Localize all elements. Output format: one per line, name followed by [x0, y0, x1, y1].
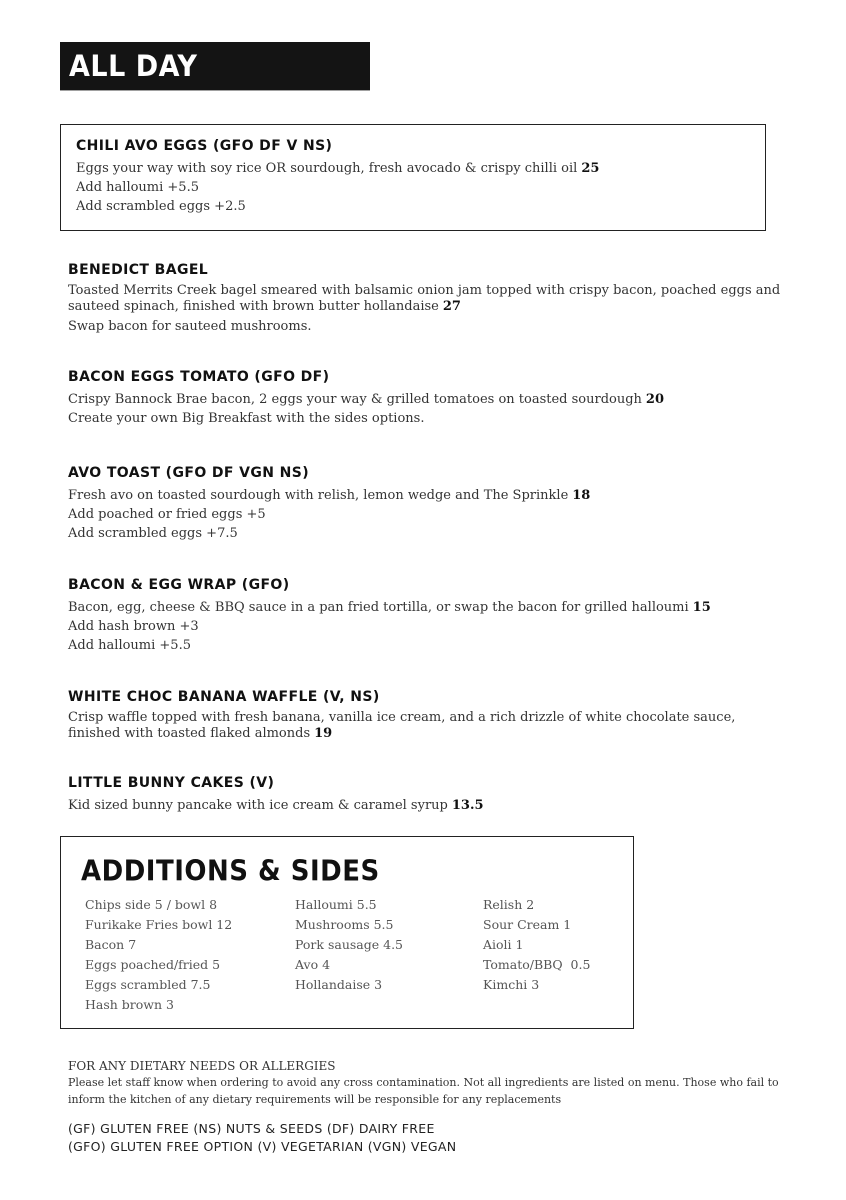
- item-name: BACON & EGG WRAP (GFO): [68, 577, 290, 593]
- side-item: Furikake Fries bowl 12: [85, 917, 233, 932]
- menu-item-benedict-bagel: [68, 262, 788, 336]
- item-description: Fresh avo on toasted sourdough with relish, lemon wedge and The Sprinkle 18: [68, 488, 591, 503]
- item-price: 18: [572, 488, 591, 503]
- item-extra: Add poached or fried eggs +5: [68, 507, 266, 522]
- item-price: 25: [581, 161, 600, 176]
- dietary-notice-body: Please let staff know when ordering to avoid any cross contamination. Not all ingredients are listed on menu. Those who fail to inform the kitchen of any dietary requirements will be responsible for any replacements: [68, 1076, 779, 1106]
- item-price: 13.5: [451, 798, 484, 813]
- legend-line-2: (GFO) GLUTEN FREE OPTION (V) VEGETARIAN (VGN) VEGAN: [68, 1139, 457, 1154]
- item-extra: Add halloumi +5.5: [76, 180, 199, 195]
- item-description: Bacon, egg, cheese & BBQ sauce in a pan fried tortilla, or swap the bacon for grilled halloumi 15: [68, 600, 711, 615]
- side-item: Chips side 5 / bowl 8: [85, 897, 218, 912]
- menu-item-white-choc-banana-waffle: [68, 689, 788, 742]
- item-description: Toasted Merrits Creek bagel smeared with balsamic onion jam topped with crispy bacon, poached eggs and sauteed spinach, finished with brown butter hollandaise 27: [68, 283, 781, 314]
- item-extra: Add scrambled eggs +7.5: [68, 526, 238, 541]
- side-item: Hash brown 3: [85, 997, 174, 1012]
- item-price: 19: [314, 726, 333, 741]
- menu-item-bacon-egg-wrap: [68, 577, 788, 655]
- item-name: BENEDICT BAGEL: [68, 262, 209, 278]
- sides-column-1: [85, 895, 232, 1015]
- side-item: Bacon 7: [85, 937, 137, 952]
- dietary-legend: [68, 1120, 818, 1156]
- sides-column-3: [483, 895, 590, 995]
- menu-item-little-bunny-cakes: [68, 775, 788, 815]
- dietary-notice: [68, 1058, 818, 1108]
- menu-item-bacon-eggs-tomato: [68, 369, 788, 428]
- side-item: Sour Cream 1: [483, 917, 572, 932]
- item-extra: Add hash brown +3: [68, 619, 199, 634]
- item-extra: Add halloumi +5.5: [68, 638, 191, 653]
- item-name: CHILI AVO EGGS (GFO DF V NS): [76, 138, 333, 154]
- item-extra: Swap bacon for sauteed mushrooms.: [68, 319, 312, 334]
- sides-column-2: [295, 895, 403, 995]
- dietary-notice-title: FOR ANY DIETARY NEEDS OR ALLERGIES: [68, 1059, 336, 1073]
- side-item: Avo 4: [295, 957, 331, 972]
- side-item: Eggs scrambled 7.5: [85, 977, 211, 992]
- item-description: Eggs your way with soy rice OR sourdough, fresh avocado & crispy chilli oil 25: [76, 161, 600, 176]
- item-name: WHITE CHOC BANANA WAFFLE (V, NS): [68, 689, 380, 705]
- item-price: 15: [692, 600, 711, 615]
- sides-title: ADDITIONS & SIDES: [81, 855, 380, 888]
- item-name: BACON EGGS TOMATO (GFO DF): [68, 369, 330, 385]
- item-price: 20: [645, 392, 665, 407]
- menu-item-chili-avo-eggs: [76, 138, 756, 216]
- item-description: Kid sized bunny pancake with ice cream & caramel syrup 13.5: [68, 798, 484, 813]
- side-item: Hollandaise 3: [295, 977, 383, 992]
- menu-item-avo-toast: [68, 465, 788, 543]
- item-extra: Create your own Big Breakfast with the sides options.: [68, 411, 425, 426]
- legend-line-1: (GF) GLUTEN FREE (NS) NUTS & SEEDS (DF) DAIRY FREE: [68, 1121, 435, 1136]
- additions-sides-box: [60, 836, 634, 1029]
- item-price: 27: [442, 299, 461, 314]
- side-item: Halloumi 5.5: [295, 897, 377, 912]
- side-item: Aioli 1: [483, 937, 524, 952]
- side-item: Pork sausage 4.5: [295, 937, 403, 952]
- side-item: Eggs poached/fried 5: [85, 957, 221, 972]
- item-description: Crispy Bannock Brae bacon, 2 eggs your way & grilled tomatoes on toasted sourdough 20: [68, 392, 665, 407]
- item-extra: Add scrambled eggs +2.5: [76, 199, 246, 214]
- item-name: AVO TOAST (GFO DF VGN NS): [68, 465, 310, 481]
- item-description: Crisp waffle topped with fresh banana, vanilla ice cream, and a rich drizzle of white chocolate sauce, finished with toasted flaked almonds 19: [68, 710, 736, 741]
- side-item: Mushrooms 5.5: [295, 917, 394, 932]
- page-title: ALL DAY BREAKFAST: [60, 42, 370, 90]
- side-item: Relish 2: [483, 897, 535, 912]
- side-item: Kimchi 3: [483, 977, 540, 992]
- item-name: LITTLE BUNNY CAKES (V): [68, 775, 275, 791]
- side-item: Tomato/BBQ 0.5: [483, 957, 591, 972]
